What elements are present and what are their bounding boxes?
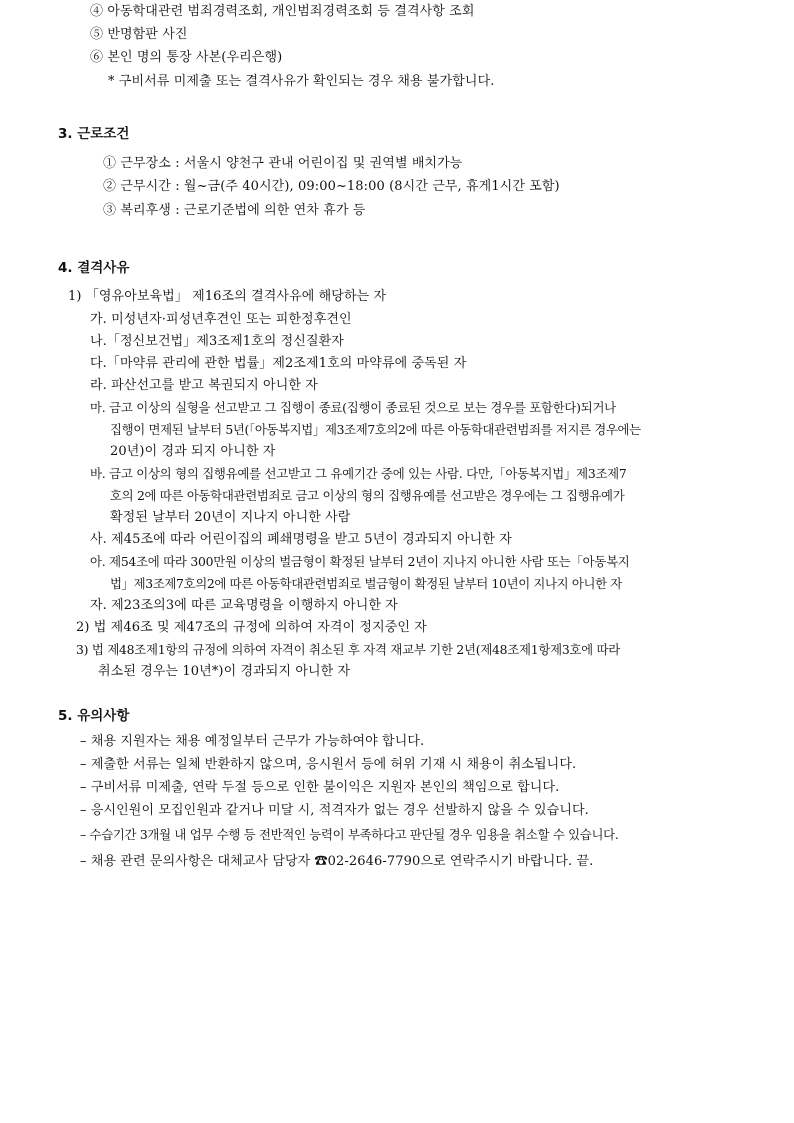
disqualification-line: 1) 「영유아보육법」 제16조의 결격사유에 해당하는 자 bbox=[68, 289, 387, 304]
disqualification-line: 사. 제45조에 따라 어린이집의 폐쇄명령을 받고 5년이 경과되지 아니한 자 bbox=[90, 532, 512, 547]
required-document-note: * 구비서류 미제출 또는 결격사유가 확인되는 경우 채용 불가합니다. bbox=[108, 74, 495, 89]
note-item: – 수습기간 3개월 내 업무 수행 등 전반적인 능력이 부족하다고 판단될 경우 임용을 취소할 수 있습니다. bbox=[80, 827, 619, 842]
working-condition-item: ③ 복리후생 : 근로기준법에 의한 연차 휴가 등 bbox=[103, 203, 366, 218]
working-condition-item: ② 근무시간 : 월~금(주 40시간), 09:00~18:00 (8시간 근무, 휴게1시간 포함) bbox=[103, 179, 560, 194]
disqualification-line: 3) 법 제48조제1항의 규정에 의하여 자격이 취소된 후 자격 재교부 기한 2년(제48조제1항제3호에 따라 bbox=[76, 642, 621, 657]
disqualification-line: 호의 2에 따른 아동학대관련범죄로 금고 이상의 형의 집행유예를 선고받은 경우에는 그 집행유예가 bbox=[110, 488, 625, 503]
section-heading-working-conditions: 3. 근로조건 bbox=[58, 126, 130, 142]
disqualification-line: 아. 제54조에 따라 300만원 이상의 벌금형이 확정된 날부터 2년이 지나지 아니한 사람 또는「아동복지 bbox=[90, 554, 630, 569]
note-item: – 제출한 서류는 일체 반환하지 않으며, 응시원서 등에 허위 기재 시 채용이 취소됩니다. bbox=[80, 757, 577, 772]
required-document-item: ⑥ 본인 명의 통장 사본(우리은행) bbox=[90, 50, 283, 65]
disqualification-line: 2) 법 제46조 및 제47조의 규정에 의하여 자격이 정지중인 자 bbox=[76, 620, 427, 635]
required-document-item: ④ 아동학대관련 범죄경력조회, 개인범죄경력조회 등 결격사항 조회 bbox=[90, 4, 475, 19]
working-condition-item: ① 근무장소 : 서울시 양천구 관내 어린이집 및 권역별 배치가능 bbox=[103, 156, 463, 171]
note-item: – 구비서류 미제출, 연락 두절 등으로 인한 불이익은 지원자 본인의 책임으로 합니다. bbox=[80, 780, 560, 795]
disqualification-line: 가. 미성년자·피성년후견인 또는 피한정후견인 bbox=[90, 312, 352, 327]
disqualification-line: 취소된 경우는 10년*)이 경과되지 아니한 자 bbox=[98, 664, 351, 679]
disqualification-line: 확정된 날부터 20년이 지나지 아니한 사람 bbox=[110, 510, 351, 525]
note-item: – 응시인원이 모집인원과 같거나 미달 시, 적격자가 없는 경우 선발하지 않을 수 있습니다. bbox=[80, 803, 589, 818]
disqualification-line: 다.「마약류 관리에 관한 법률」제2조제1호의 마약류에 중독된 자 bbox=[90, 356, 467, 371]
required-document-item: ⑤ 반명함판 사진 bbox=[90, 27, 188, 42]
disqualification-line: 법」제3조제7호의2에 따른 아동학대관련범죄로 벌금형이 확정된 날부터 10년이 지나지 아니한 자 bbox=[110, 576, 622, 591]
disqualification-line: 마. 금고 이상의 실형을 선고받고 그 집행이 종료(집행이 종료된 것으로 보는 경우를 포함한다)되거나 bbox=[90, 400, 616, 415]
disqualification-line: 나.「정신보건법」제3조제1호의 정신질환자 bbox=[90, 334, 344, 349]
note-item: – 채용 관련 문의사항은 대체교사 담당자 ☎02-2646-7790으로 연락주시기 바랍니다. 끝. bbox=[80, 854, 594, 869]
note-item: – 채용 지원자는 채용 예정일부터 근무가 가능하여야 합니다. bbox=[80, 734, 425, 749]
disqualification-line: 라. 파산선고를 받고 복권되지 아니한 자 bbox=[90, 378, 318, 393]
disqualification-line: 자. 제23조의3에 따른 교육명령을 이행하지 아니한 자 bbox=[90, 598, 398, 613]
disqualification-line: 바. 금고 이상의 형의 집행유예를 선고받고 그 유예기간 중에 있는 사람. 다만,「아동복지법」제3조제7 bbox=[90, 466, 627, 481]
section-heading-disqualifications: 4. 결격사유 bbox=[58, 260, 130, 276]
section-heading-notes: 5. 유의사항 bbox=[58, 708, 130, 724]
disqualification-line: 집행이 면제된 날부터 5년(「아동복지법」제3조제7호의2에 따른 아동학대관련범죄를 저지른 경우에는 bbox=[110, 422, 641, 437]
disqualification-line: 20년)이 경과 되지 아니한 자 bbox=[110, 444, 276, 459]
